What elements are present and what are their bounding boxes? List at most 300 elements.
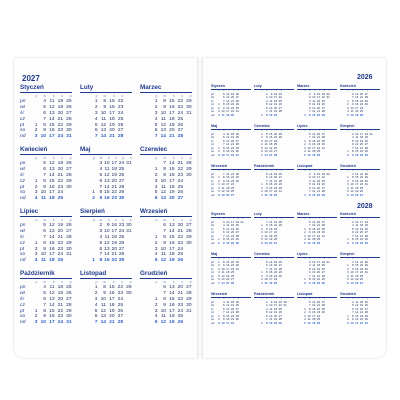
month-name: Kwiecień [340,84,356,88]
day-cell: 7 [351,145,354,150]
day-cell: 24 [273,277,278,282]
day-cell: 8 [43,178,47,184]
day-cell: 9 [103,104,107,110]
day-cell: 26 [364,138,368,143]
day-cell: 19 [359,226,364,231]
day-cell: 6 [308,105,311,110]
day-cell: 8 [265,320,268,325]
week-column [277,173,282,198]
day-cell: 14 [221,280,225,285]
day-cell: 16 [355,102,359,107]
week-column [277,221,282,246]
day-cell: 11 [350,185,354,190]
day-cell: 13 [226,230,230,235]
day-cell: 16 [312,142,316,147]
week-column [183,223,191,264]
day-cell: 23 [230,263,235,268]
day-cell: 12 [160,190,167,196]
day-cell: 1 [34,122,38,128]
week-column [325,93,330,118]
day-cell: 14 [269,109,273,114]
day-cell: 1 [304,306,306,311]
day-cell: 25 [177,116,184,122]
week-column [88,223,95,264]
weekday-hint: w [103,94,107,98]
week-column [110,161,117,202]
day-cell: 9 [43,128,47,134]
day-grid [140,285,192,326]
day-cell: 15 [226,313,230,318]
day-cell: 4 [351,299,354,304]
day-cell: 13 [355,142,359,147]
day-cell: 18 [359,135,364,140]
day-cell: 5 [261,237,263,242]
day-cell: 24 [118,228,125,234]
weekday-hint: c [181,94,184,98]
day-cell: 19 [359,138,364,143]
day-cell: 27 [177,196,184,202]
day-cell: 31 [235,152,239,157]
day-cell: 22 [359,313,364,318]
day-cell: 21 [230,310,235,315]
day-cell: 15 [269,112,273,117]
day-cell: 23 [278,91,282,96]
day-cell: 22 [177,234,184,240]
day-cell: 2 [347,317,349,322]
day-cell: 26 [278,310,282,315]
day-cell: 13 [169,223,175,228]
weekday-hint: p [92,218,95,222]
day-cell: 4 [222,223,225,228]
day-cell: 8 [308,277,311,282]
weekday-hint: ś [314,170,316,173]
month-name: Maj [211,252,218,256]
day-cell: 24 [316,233,321,238]
day-cell: 23 [359,178,364,183]
day-cell: 3 [261,277,263,282]
day-cell: 19 [57,223,64,228]
day-cell: 10 [264,230,268,235]
day-cell: 6 [94,314,98,320]
day-cell: 27 [186,223,192,228]
day-cell: 24 [57,320,64,326]
month-divider [140,216,192,217]
day-cell: 25 [364,223,368,228]
day-cell: 6 [308,185,311,190]
empty-day-cell [243,242,244,246]
empty-day-cell [367,194,368,198]
day-cell: 2 [34,128,38,134]
day-cell: 28 [186,290,192,296]
week-column [55,99,63,140]
day-cell: 2 [218,149,220,154]
weekday-label: so [211,149,215,154]
day-grid [140,161,192,202]
day-cell: 10 [100,296,107,302]
month-block [340,292,380,325]
weekday-hint: p [35,218,38,222]
day-cell: 17 [269,277,273,282]
day-cell: 23 [177,104,184,110]
day-cell: 20 [316,185,321,190]
month-divider [20,92,72,93]
empty-day-cell [130,320,131,326]
day-cell: 31 [186,110,192,116]
month-block [211,164,251,197]
day-cell: 15 [312,192,316,197]
day-cell: 27 [321,299,325,304]
day-cell: 20 [355,192,359,197]
day-cell: 25 [235,299,239,304]
day-cell: 19 [230,135,235,140]
day-cell: 19 [312,320,316,325]
day-cell: 10 [355,131,359,136]
day-cell: 3 [99,161,103,166]
day-cell: 15 [169,234,175,240]
month-name: Luty [254,84,262,88]
weekday-hint: p [261,90,263,93]
weekday-hint: p [347,170,349,173]
weekday-label: nd [211,192,215,197]
weekday-hint: ś [228,130,230,133]
day-cell: 31 [326,95,330,100]
day-cell: 12 [226,135,230,140]
day-cell: 14 [312,109,316,114]
day-cell: 14 [355,310,359,315]
week-column [234,133,239,158]
day-cell: 29 [278,320,282,325]
day-cell: 19 [312,240,316,245]
day-cell: 26 [235,226,239,231]
weekday-hint: p [366,130,368,133]
day-cell: 22 [177,99,184,104]
day-cell: 27 [230,192,235,197]
day-cell: 9 [265,135,268,140]
weekday-hint: ś [357,130,359,133]
day-cell: 24 [359,270,364,275]
day-grid [80,161,132,202]
day-cell: 21 [359,259,364,264]
day-cell: 21 [273,317,278,322]
weekday-label: wt [20,290,25,296]
day-cell: 4 [222,299,225,304]
day-cell: 27 [230,277,235,282]
day-cell: 5 [304,320,306,325]
day-cell: 28 [321,273,325,278]
day-cell: 25 [230,112,235,117]
day-cell: 23 [230,149,235,154]
month-block [20,84,72,140]
day-cell: 10 [350,105,354,110]
day-cell: 23 [57,184,64,190]
month-block [211,212,251,245]
day-cell: 15 [49,240,55,246]
day-cell: 28 [235,310,239,315]
weekday-hint: w [163,218,167,222]
day-cell: 17 [269,230,273,235]
day-cell: 21 [359,95,364,100]
month-name: Styczeń [20,84,44,91]
day-cell: 11 [101,116,107,122]
day-grid [254,133,294,158]
day-cell: 3 [218,266,220,271]
day-cell: 20 [359,91,364,96]
day-cell: 11 [350,109,354,114]
weekday-hint: c [115,156,117,160]
day-cell: 2 [265,299,268,304]
day-cell: 18 [169,116,175,122]
day-cell: 25 [177,184,184,190]
day-cell: 30 [364,317,368,322]
weekday-hint: ś [107,156,110,160]
day-cell: 11 [355,299,359,304]
weekday-hint: s [328,90,330,93]
weekday-label: so [211,237,215,242]
day-cell: 4 [154,116,158,122]
weekday-hint: w [99,218,103,222]
day-cell: 4 [308,263,311,268]
week-column [29,285,37,326]
day-cell: 4 [265,98,268,103]
day-cell: 23 [273,185,278,190]
day-cell: 7 [43,116,47,122]
weekday-hint: p [122,218,125,222]
day-cell: 14 [49,302,55,308]
weekday-hint: w [103,280,107,284]
day-cell: 27 [186,285,192,290]
week-column [320,221,325,246]
day-cell: 6 [265,175,268,180]
day-cell: 23 [117,104,124,110]
day-cell: 8 [265,270,268,275]
weekday-hint: ś [107,218,110,222]
day-grid [297,133,337,158]
day-cell: 14 [169,290,175,296]
week-column [63,161,71,202]
day-cell: 10 [221,182,225,187]
day-cell: 14 [312,223,316,228]
month-block [211,292,251,325]
weekday-hint: p [261,298,263,301]
weekday-spacer [140,161,149,202]
day-cell: 23 [316,142,321,147]
day-cell: 24 [117,296,124,302]
day-cell: 13 [49,228,55,234]
day-cell: 6 [265,105,268,110]
day-cell: 13 [160,196,167,202]
day-cell: 10 [100,110,107,116]
month-block [297,212,337,245]
day-cell: 14 [355,171,359,176]
day-cell: 23 [230,317,235,322]
day-cell: 7 [154,134,158,140]
day-cell: 24 [230,109,235,114]
weekday-hint: p [347,298,349,301]
day-cell: 23 [117,290,124,296]
day-cell: 15 [312,112,316,117]
day-cell: 1 [347,237,349,242]
day-cell: 17 [316,175,321,180]
day-cell: 28 [278,219,282,224]
day-cell: 15 [355,98,359,103]
week-column [320,133,325,158]
day-cell: 26 [66,104,72,110]
day-cell: 7 [351,233,354,238]
day-cell: 19 [355,277,359,282]
day-cell: 9 [270,91,273,96]
month-name: Sierpień [340,124,355,128]
day-cell: 18 [230,131,235,136]
day-cell: 5 [43,223,47,228]
weekday-label: wt [20,104,25,110]
day-cell: 9 [43,184,47,190]
day-cell: 4 [34,258,38,264]
day-cell: 16 [104,196,110,202]
weekday-hint: p [347,218,349,221]
day-cell: 11 [221,270,225,275]
day-cell: 2 [34,246,38,252]
weekday-hint: ś [357,298,359,301]
week-column [55,285,63,326]
week-column [123,285,131,326]
month-divider [20,154,72,155]
day-cell: 17 [226,182,230,187]
day-cell: 15 [355,149,359,154]
day-cell: 21 [316,109,321,114]
day-cell: 13 [264,240,268,245]
month-block [140,208,192,264]
day-cell: 16 [169,104,175,110]
day-cell: 17 [312,313,316,318]
day-cell: 24 [359,320,364,325]
day-grid [297,93,337,118]
day-cell: 2 [154,302,158,308]
day-cell: 9 [163,104,167,110]
day-cell: 24 [117,110,124,116]
day-cell: 12 [226,226,230,231]
day-cell: 24 [273,138,278,143]
day-cell: 12 [226,91,230,96]
day-cell: 26 [66,290,72,296]
day-cell: 27 [177,128,184,134]
weekday-hint: p [189,156,192,160]
day-cell: 10 [350,320,354,325]
week-column [234,93,239,118]
day-cell: 7 [308,109,311,114]
day-cell: 26 [278,102,282,107]
day-cell: 7 [222,142,225,147]
day-cell: 4 [261,233,263,238]
day-grid [211,133,251,158]
day-cell: 29 [126,285,132,290]
day-cell: 24 [364,219,368,224]
day-cell: 1 [94,285,98,290]
weekday-hint: p [366,218,368,221]
month-block [340,84,380,117]
weekday-hint: p [92,156,95,160]
day-cell: 19 [269,237,273,242]
day-cell: 8 [43,240,47,246]
day-cell: 22 [359,175,364,180]
day-cell: 9 [43,246,47,252]
day-cell: 6 [308,299,311,304]
month-name: Kwiecień [340,212,356,216]
day-cell: 15 [312,277,316,282]
month-block [297,164,337,197]
day-cell: 3 [94,296,98,302]
day-cell: 17 [49,320,55,326]
day-cell: 5 [154,258,158,264]
day-cell: 30 [321,142,325,147]
weekday-label: pn [20,223,26,228]
week-column [117,161,124,202]
day-cell: 30 [235,178,239,183]
weekday-hint: c [233,218,235,221]
month-divider [20,278,72,279]
day-cell: 30 [364,240,368,245]
day-cell: 16 [355,152,359,157]
weekday-label: so [211,189,215,194]
day-cell: 1 [347,98,349,103]
empty-day-cell [281,114,282,118]
day-cell: 15 [104,258,110,264]
day-cell: 13 [350,280,354,285]
day-cell: 12 [307,320,311,325]
weekday-hint: w [351,130,354,133]
weekday-label: cz [211,230,214,235]
day-cell: 30 [235,149,239,154]
week-column [166,99,174,140]
day-cell: 18 [316,263,321,268]
day-cell: 13 [169,285,175,290]
week-column [234,301,239,326]
day-cell: 26 [235,135,239,140]
day-cell: 29 [364,149,368,154]
day-cell: 28 [66,234,72,240]
day-cell: 4 [99,234,103,240]
day-cell: 29 [235,102,239,107]
day-cell: 30 [283,299,287,304]
day-cell: 6 [261,240,263,245]
day-cell: 31 [240,219,244,224]
day-cell: 19 [273,310,278,315]
day-cell: 11 [100,302,107,308]
day-cell: 5 [347,277,349,282]
week-column [149,285,157,326]
day-cell: 14 [226,98,230,103]
day-cell: 9 [222,240,225,245]
week-column [175,161,183,202]
day-cell: 15 [169,99,175,104]
day-cell: 28 [321,135,325,140]
day-cell: 19 [57,161,64,166]
day-cell: 29 [278,131,282,136]
day-cell: 10 [312,175,316,180]
day-cell: 26 [118,172,125,178]
day-cell: 6 [308,131,311,136]
day-cell: 16 [49,128,55,134]
day-cell: 8 [222,145,225,150]
weekday-label: nd [211,320,215,325]
day-cell: 29 [364,175,368,180]
day-cell: 19 [273,259,278,264]
day-cell: 18 [57,285,64,290]
weekday-label: pt [20,246,25,252]
weekday-hint: p [347,258,349,261]
day-cell: 1 [34,240,38,246]
day-cell: 25 [230,270,235,275]
day-cell: 19 [230,91,235,96]
